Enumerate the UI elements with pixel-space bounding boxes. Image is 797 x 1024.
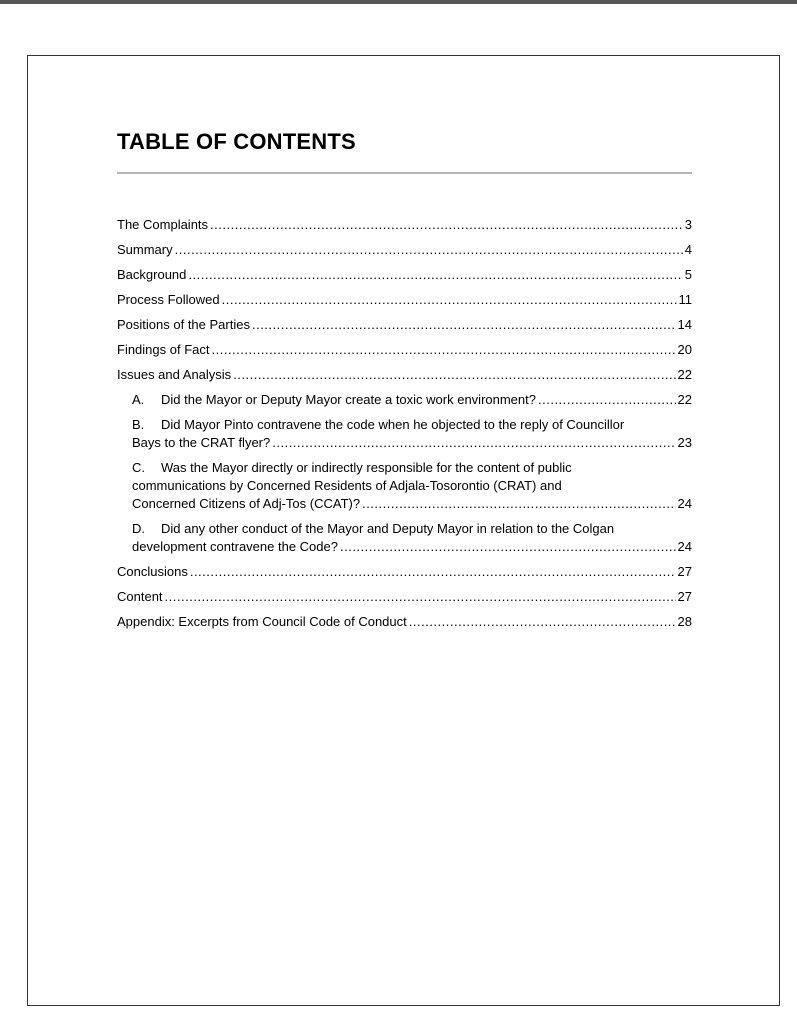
table-of-contents xyxy=(117,216,692,638)
toc-entry-positions-of-parties[interactable]: Positions of the Parties ..... 14 xyxy=(117,316,692,334)
toc-entry-findings-of-fact[interactable]: Findings of Fact ..... 20 xyxy=(117,341,692,359)
subentry-letter: C. xyxy=(132,460,145,475)
toc-entry-conclusions[interactable]: Conclusions ..... 27 xyxy=(117,563,692,581)
toc-entry-complaints[interactable]: The Complaints ..... 3 xyxy=(117,216,692,234)
toc-entry-issues-and-analysis[interactable]: Issues and Analysis ..... 22 xyxy=(117,366,692,384)
toc-subentry-a[interactable]: A. Did the Mayor or Deputy Mayor create a toxic work environment? ..... 22 xyxy=(117,391,692,409)
toc-subentry-c[interactable]: C. Was the Mayor directly or indirectly responsible for the content of public communications by Concerned Residents of Adjala-Tosorontio (CRAT) and Concerned Citizens of Adj-Tos (CCAT)? ..... 24 xyxy=(117,459,692,513)
toc-subentry-d[interactable]: D. Did any other conduct of the Mayor and Deputy Mayor in relation to the Colgan development contravene the Code? ..... 24 xyxy=(117,520,692,556)
page-title: TABLE OF CONTENTS xyxy=(117,129,356,154)
subentry-letter: B. xyxy=(132,417,145,432)
subentry-letter: A. xyxy=(132,392,145,407)
toc-subentry-b[interactable]: B. Did Mayor Pinto contravene the code when he objected to the reply of Councillor Bays to the CRAT flyer? ..... 23 xyxy=(117,416,692,452)
title-divider xyxy=(117,172,692,174)
toc-entry-background[interactable]: Background ..... 5 xyxy=(117,266,692,284)
toc-entry-appendix[interactable]: Appendix: Excerpts from Council Code of Conduct ..... 28 xyxy=(117,613,692,631)
toc-entry-process-followed[interactable]: Process Followed ..... 11 xyxy=(117,291,692,309)
top-bar xyxy=(0,0,797,4)
toc-entry-summary[interactable]: Summary ..... 4 xyxy=(117,241,692,259)
toc-entry-content[interactable]: Content ..... 27 xyxy=(117,588,692,606)
subentry-letter: D. xyxy=(132,521,145,536)
